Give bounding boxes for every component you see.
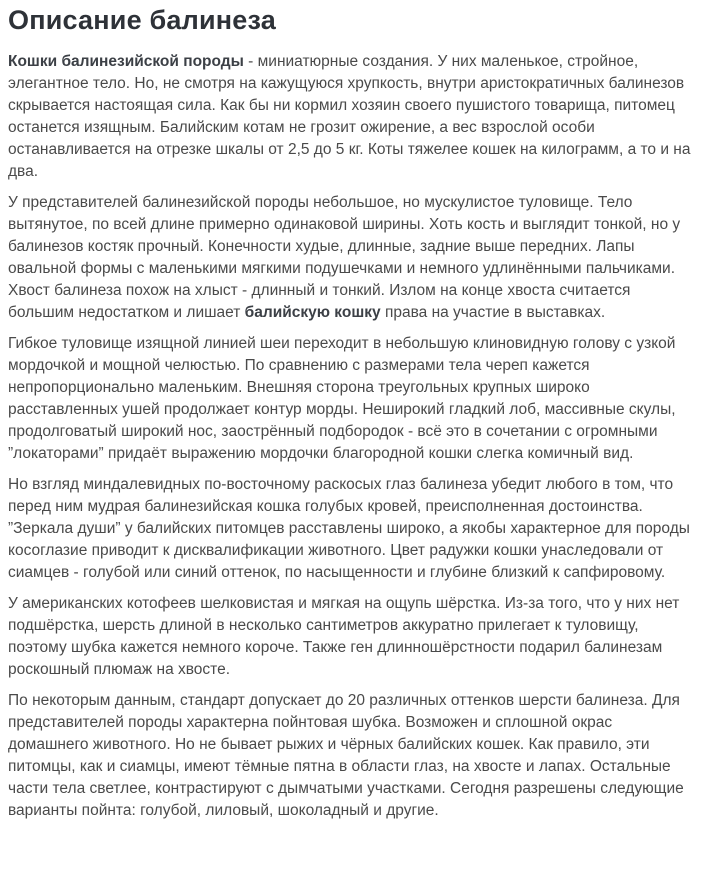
paragraph-intro-text: - миниатюрные создания. У них маленькое, стройное, элегантное тело. Но, не смотря на кажущуюся хрупкость, внутри аристократичных балинезов скрывается настоящая сила. Как бы ни кормил хозяин своего пушистого товарища, питомец останется изящным. Балийским котам не грозит ожирение, а вес взрослой особи останавливается на отрезке шкалы от 2,5 до 5 кг. Коты тяжелее кошек на килограмм, а то и на два.: [8, 53, 691, 180]
paragraph-body-build-text-before: У представителей балинезийской породы небольшое, но мускулистое туловище. Тело вытянутое, по всей длине примерно одинаковой ширины. Хоть кость и выглядит тонкой, но у балинезов костяк прочный. Конечности худые, длинные, задние выше передних. Лапы овальной формы с маленькими мягкими подушечками и немного удлинёнными пальчиками. Хвост балинеза похож на хлыст - длинный и тонкий. Излом на конце хвоста считается большим недостатком и лишает: [8, 194, 681, 321]
paragraph-eyes: Но взгляд миндалевидных по-восточному раскосых глаз балинеза убедит любого в том, что перед ним мудрая балинезийская кошка голубых кровей, преисполненная достоинства. ”Зеркала души” у балийских питомцев расставлены широко, а якобы характерное для породы косоглазие приводит к дисквалификации животного. Цвет радужки кошки унаследовали от сиамцев - голубой или синий оттенок, по насыщенности и глубине близкий к сапфировому.: [8, 476, 690, 581]
paragraph-intro-bold-lead: Кошки балинезийской породы: [8, 53, 244, 70]
paragraph-colors: По некоторым данным, стандарт допускает до 20 различных оттенков шерсти балинеза. Для представителей породы характерна пойнтовая шубка. Возможен и сплошной окрас домашнего животного. Но не бывает рыжих и чёрных балийских кошек. Как правило, эти питомцы, как и сиамцы, имеют тёмные пятна в области глаз, на хвосте и лапах. Остальные части тела светлее, контрастируют с дымчатыми участками. Сегодня разрешены следующие варианты пойнта: голубой, лиловый, шоколадный и другие.: [8, 692, 684, 819]
paragraph-body-build-bold: балийскую кошку: [244, 304, 381, 321]
paragraph-body-build: [8, 192, 696, 324]
paragraph-body-build-text-after: права на участие в выставках.: [380, 304, 606, 321]
paragraph-intro: [8, 51, 696, 183]
paragraph-coat: У американских котофеев шелковистая и мягкая на ощупь шёрстка. Из-за того, что у них нет подшёрстка, шерсть длиной в несколько сантиметров аккуратно прилегает к туловищу, поэтому шубка кажется немного короче. Также ген длинношёрстности подарил балинезам роскошный плюмаж на хвосте.: [8, 595, 680, 678]
page-title: Описание балинеза: [8, 5, 276, 35]
paragraph-head-shape: Гибкое туловище изящной линией шеи переходит в небольшую клиновидную голову с узкой мордочкой и мощной челюстью. По сравнению с размерами тела череп кажется непропорционально маленьким. Внешняя сторона треугольных крупных широко расставленных ушей продолжает контур морды. Неширокий гладкий лоб, массивные скулы, продолговатый широкий нос, заострённый подбородок - всё это в сочетании с огромными ”локаторами” придаёт выражению мордочки благородной кошки слегка комичный вид.: [8, 335, 676, 462]
